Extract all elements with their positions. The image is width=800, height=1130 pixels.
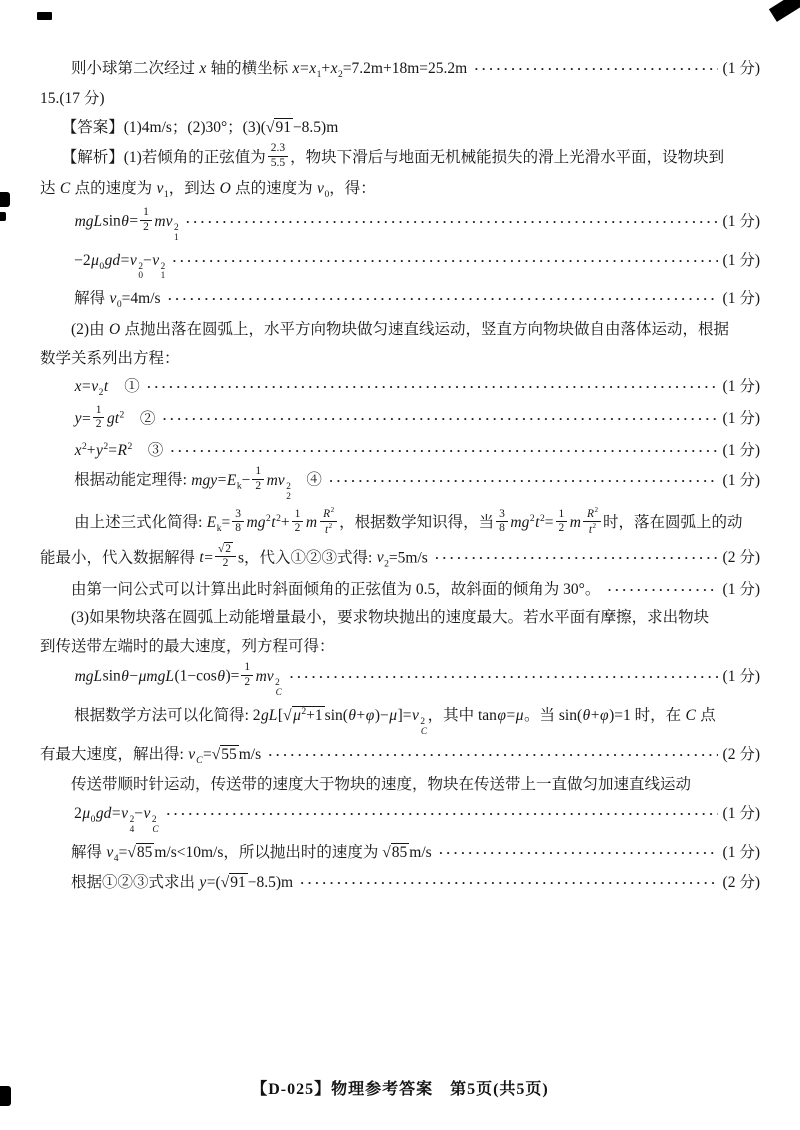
line-text: 由上述三式化简得: $E_k=$ $\frac{3}{8}$ $mg^2t^2+$ $\frac{1}{2}$ m $\frac{R^2}{t^2}$ ，根据数学知识得，当 $\frac{3}{8}$ $mg^2t^2=$ $\frac{1}{2}$ m $\frac{R^2}{t^2}$ 时，落在圆弧上的动 [74, 505, 743, 536]
solution-line [40, 206, 760, 246]
solution-line [40, 344, 760, 372]
footer-text: 【D-025】物理参考答案 第5页(共5页) [251, 1081, 549, 1098]
solution-line [40, 505, 760, 542]
score-label: (1 分) [722, 410, 760, 428]
score-label: (2 分) [722, 549, 760, 567]
dot-leader [289, 665, 717, 688]
solution-line [40, 575, 760, 603]
dot-leader [607, 578, 717, 601]
solution-line [40, 403, 760, 436]
dot-leader [147, 375, 718, 398]
score-label: (1 分) [722, 580, 760, 598]
scan-mark-top-right [769, 0, 800, 22]
dot-leader [162, 407, 717, 430]
score-label: (1 分) [722, 804, 760, 822]
line-text: $x^2+y^2=R^2$ ③ [74, 440, 164, 459]
solution-line [40, 542, 760, 575]
line-text: 15.(17 分) [40, 90, 105, 108]
dot-leader [172, 249, 717, 272]
dot-leader [474, 57, 717, 80]
solution-line [40, 372, 760, 403]
score-label: (1 分) [722, 441, 760, 459]
solution-line [40, 838, 760, 869]
solution-line [40, 799, 760, 838]
line-text: y= $\frac{1}{2}$ $gt^2$ ② [74, 403, 156, 431]
score-label: (1 分) [722, 667, 760, 685]
dot-leader [186, 210, 718, 233]
line-text: 传送带顺时针运动，传送带的速度大于物块的速度，物块在传送带上一直做匀加速直线运动 [71, 776, 692, 794]
solution-line [40, 632, 760, 660]
line-text: 解得 $v_0=4m/s$ [74, 290, 161, 311]
solution-line [40, 771, 760, 799]
solution-line [40, 869, 760, 897]
line-text: (2)由 O 点抛出落在圆弧上，水平方向物块做匀速直线运动，竖直方向物块做自由落体运动，根据 [71, 321, 730, 339]
scan-mark-left-upper [0, 192, 10, 207]
score-label: (1 分) [722, 290, 760, 308]
line-text: (3)如果物块落在圆弧上动能增量最小，要求物块抛出的速度最大。若水平面有摩擦，求出物块 [71, 609, 710, 627]
line-text: 根据数学方法可以化简得: $2gL[√\mu^2+1$ sin(θ+φ)−μ]=v 2 C ，其中 tanφ=μ。当 sin(θ+φ)=1 时，在 C 点 [74, 705, 716, 737]
score-label: (1 分) [722, 471, 760, 489]
score-label: (1 分) [722, 59, 760, 77]
solution-line [40, 285, 760, 316]
scan-mark-top-left [37, 12, 52, 20]
score-label: (1 分) [722, 377, 760, 395]
scan-mark-left-lower [0, 212, 6, 221]
solution-line [40, 465, 760, 505]
score-label: (2 分) [722, 874, 760, 892]
dot-leader [435, 546, 718, 569]
line-text: 能最小，代入数据解得 t= $\frac{√2}{2}$ s，代入①②③式得: $v_2=5m/s$ [40, 542, 428, 570]
score-label: (2 分) [722, 745, 760, 763]
line-text: 由第一问公式可以计算出此时斜面倾角的正弦值为 0.5，故斜面的倾角为 30°。 [71, 580, 601, 598]
score-label: (1 分) [722, 251, 760, 269]
dot-leader [268, 743, 717, 766]
line-text: 【解析】(1)若倾角的正弦值为 $\frac{2.3}{5.5}$ ，物块下滑后与地面无机械能损失的滑上光滑水平面，设物块到 [61, 142, 725, 169]
score-label: (1 分) [722, 212, 760, 230]
line-text: 数学关系列出方程： [40, 349, 180, 367]
solution-line [40, 54, 760, 85]
dot-leader [166, 802, 717, 825]
line-text: mgLsinθ−μmgL(1−cosθ)= $\frac{1}{2}$ mv 2 C [74, 661, 282, 698]
solution-line [40, 661, 760, 701]
solution-body [40, 54, 760, 897]
line-text: $-2\mu_0gd=v$ 2 0 −v 2 1 [74, 251, 166, 282]
line-text: 根据动能定理得: $mgy=E_k-$ $\frac{1}{2}$ mv 2 2 ④ [74, 465, 322, 502]
line-text: mgLsinθ= $\frac{1}{2}$ mv 2 1 [74, 206, 179, 243]
solution-line [40, 246, 760, 285]
solution-line [40, 113, 760, 141]
score-label: (1 分) [722, 843, 760, 861]
dot-leader [329, 469, 718, 492]
line-text: 根据①②③式求出 y=(√91 −8.5)m [71, 874, 294, 892]
solution-line [40, 316, 760, 344]
line-text: 解得 $v_4=√85$ m/s<10m/s，所以抛出时的速度为 √85 m/s [71, 843, 432, 864]
line-text: 有最大速度，解出得: $v_C=√55$ m/s [40, 745, 262, 766]
line-text: $2\mu_0gd=v$ 2 4 −v 2 C [74, 804, 159, 835]
line-text: 则小球第二次经过 x 轴的横坐标 $x=x_1+x_2=7.2m+18m=25.2m$ [71, 59, 468, 80]
solution-line [40, 85, 760, 113]
dot-leader [170, 439, 717, 462]
solution-line [40, 701, 760, 740]
dot-leader [168, 287, 718, 310]
line-text: $x=v_2t$ ① [74, 377, 140, 399]
solution-line [40, 436, 760, 464]
solution-line [40, 142, 760, 175]
line-text: 到传送带左端时的最大速度，列方程可得： [40, 637, 335, 655]
dot-leader [439, 841, 718, 864]
dot-leader [300, 871, 718, 894]
solution-line [40, 175, 760, 206]
solution-line [40, 604, 760, 632]
solution-line [40, 740, 760, 771]
page-footer [0, 1076, 800, 1099]
line-text: 【答案】(1)4m/s；(2)30°；(3)(√91 −8.5)m [61, 118, 339, 136]
line-text: 达 C 点的速度为 $v_1$，到达 O 点的速度为 $v_0$，得： [40, 180, 376, 201]
